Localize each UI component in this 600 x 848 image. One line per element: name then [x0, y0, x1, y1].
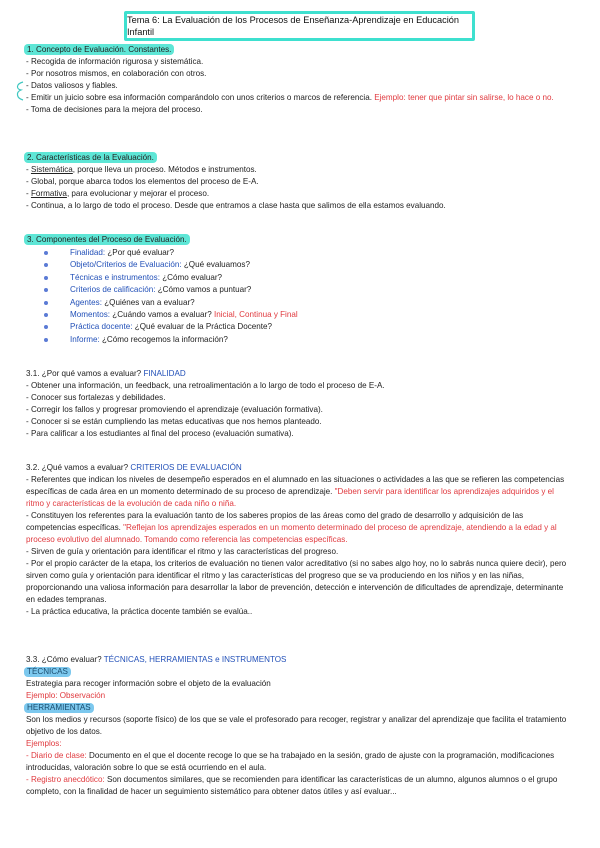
paragraph: - Constituyen los referentes para la evaluación tanto de los saberes propios de las áreas como del grado de desarrollo y adquisición de las competencias específicas. "Reflejan los aprendizajes esperados en un momento determinado del proceso de aprendizaje, atendiendo a la edad y al proceso evolutivo del alumnado. Tomando como referencia las competencias específicas. [26, 511, 557, 544]
list-item: - Para calificar a los estudiantes al final del proceso (evaluación sumativa). [26, 429, 294, 438]
herramientas-label: HERRAMIENTAS [24, 703, 94, 713]
list-item: - Recogida de información rigurosa y sistemática. [26, 57, 204, 66]
section-heading: 3. Componentes del Proceso de Evaluación. [24, 234, 190, 245]
list-item: - Toma de decisiones para la mejora del proceso. [26, 105, 203, 114]
paragraph: - La práctica educativa, la práctica docente también se evalúa.. [26, 607, 253, 616]
paragraph: - Por el propio carácter de la etapa, los criterios de evaluación no tienen valor acreditativo (si no sabes algo hoy, no lo sabrás nunca quiere decir), pero sirven como guía y orientación para identificar el ritmo y las características del progreso que se va produciendo en los niños y en las niñas, proporcionando una valiosa información para desarrollar la labor de prevención, detección e intervención de dificultades de aprendizaje, determinante en edades tempranas. [26, 559, 567, 604]
examples-label: Ejemplos: [26, 739, 62, 748]
subsection-heading: 3.2. ¿Qué vamos a evaluar? CRITERIOS DE EVALUACIÓN [26, 463, 242, 472]
section-tecnicas [26, 654, 574, 798]
document-title [124, 11, 475, 41]
subsection-heading: 3.3. ¿Cómo evaluar? TÉCNICAS, HERRAMIENTAS e INSTRUMENTOS [26, 655, 287, 664]
paragraph: Estrategia para recoger información sobre el objeto de la evaluación [26, 679, 271, 688]
list-item: Práctica docente: ¿Qué evaluar de la Práctica Docente? [44, 321, 574, 333]
list-item: - Conocer sus fortalezas y debilidades. [26, 393, 166, 402]
list-item: - Datos valiosos y fiables. [26, 80, 574, 92]
list-item: Momentos: ¿Cuándo vamos a evaluar? Inicial, Continua y Final [44, 309, 574, 321]
section-caracteristicas [26, 152, 574, 212]
paragraph: Son los medios y recursos (soporte físico) de los que se vale el profesorado para recoger, registrar y analizar del aprendizaje que facilita el tratamiento objetivo de los datos. [26, 715, 567, 736]
section-finalidad [26, 368, 574, 440]
list-item: - Formativa, para evolucionar y mejorar el proceso. [26, 189, 210, 198]
list-item: - Corregir los fallos y progresar promoviendo el aprendizaje (evaluación formativa). [26, 405, 323, 414]
tecnicas-label: TÉCNICAS [24, 667, 71, 677]
list-item: - Conocer si se están cumpliendo las metas educativas que nos hemos planteado. [26, 417, 322, 426]
list-item: - Continua, a lo largo de todo el proceso. Desde que entramos a clase hasta que salimos de ella estamos evaluando. [26, 201, 446, 210]
components-list [44, 247, 574, 346]
section-componentes [26, 234, 574, 346]
example-text: Ejemplo: Observación [26, 691, 106, 700]
section-concepto [26, 44, 574, 116]
section-heading: 1. Concepto de Evaluación. Constantes. [24, 44, 174, 55]
paragraph: - Referentes que indican los niveles de desempeño esperados en el alumnado en las situaciones o actividades a las que se refieren las competencias específicas de cada área en un momento determinado de su proceso de aprendizaje. "Deben servir para identificar los aprendizajes adquiridos y el ritmo y características de la evolución de cada niño o niña. [26, 475, 565, 508]
example-text: Ejemplo: tener que pintar sin salirse, lo hace o no. [374, 93, 554, 102]
list-item: Técnicas e instrumentos: ¿Cómo evaluar? [44, 272, 574, 284]
list-item: - Obtener una información, un feedback, una retroalimentación a lo largo de todo el proceso de E-A. [26, 381, 385, 390]
list-item: - Sistemática, porque lleva un proceso. Métodos e instrumentos. [26, 165, 257, 174]
list-item: Finalidad: ¿Por qué evaluar? [44, 247, 574, 259]
list-item: - Por nosotros mismos, en colaboración con otros. [26, 69, 207, 78]
list-item: Informe: ¿Cómo recogemos la información? [44, 334, 574, 346]
section-criterios [26, 462, 574, 618]
subsection-heading: 3.1. ¿Por qué vamos a evaluar? FINALIDAD [26, 369, 186, 378]
curly-arrow-icon [14, 80, 26, 102]
list-item: - Global, porque abarca todos los elementos del proceso de E-A. [26, 177, 259, 186]
section-heading: 2. Características de la Evaluación. [24, 152, 157, 163]
list-item: Agentes: ¿Quiénes van a evaluar? [44, 297, 574, 309]
paragraph: - Sirven de guía y orientación para identificar el ritmo y las características del progreso. [26, 547, 339, 556]
list-item: Criterios de calificación: ¿Cómo vamos a puntuar? [44, 284, 574, 296]
list-item: Objeto/Criterios de Evaluación: ¿Qué evaluamos? [44, 259, 574, 271]
list-item: - Diario de clase: Documento en el que el docente recoge lo que se ha trabajado en la sesión, grado de ajuste con la programación, modificaciones introducidas, valoración sobre lo que se está ocurriendo en el aula. [26, 751, 555, 772]
list-item: - Emitir un juicio sobre esa información comparándolo con unos criterios o marcos de referencia. Ejemplo: tener que pintar sin salirse, lo hace o no. [26, 93, 554, 102]
list-item: - Registro anecdótico: Son documentos similares, que se recomienden para identificar las características de un alumno, algunos alumnos o el grupo completo, con la finalidad de hacer un seguimiento sistemático para obtener datos útiles y así evaluar... [26, 775, 558, 796]
document-title-text: Tema 6: La Evaluación de los Procesos de Enseñanza-Aprendizaje en Educación Infantil [127, 15, 459, 37]
